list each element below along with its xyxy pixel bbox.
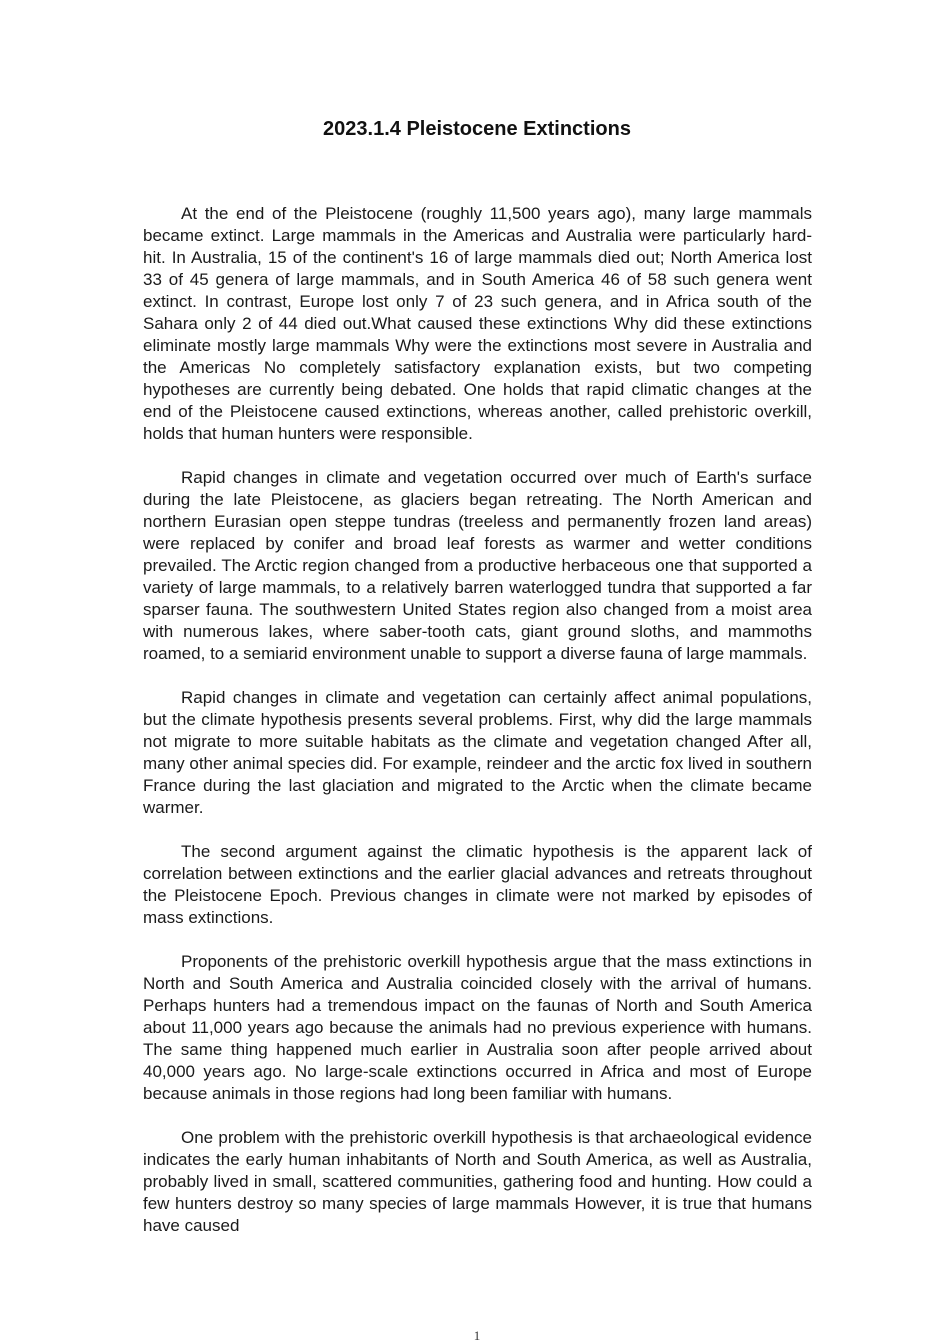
paragraph-3: Rapid changes in climate and vegetation can certainly affect animal populations, but the climate hypothesis presents several problems. First, why did the large mammals not migrate to more suitable habitats as the climate and vegetation changed After all, many other animal species did. For example, reindeer and the arctic fox lived in southern France during the last glaciation and migrated to the Arctic when the climate became warmer. xyxy=(143,688,812,817)
paragraph-1: At the end of the Pleistocene (roughly 11,500 years ago), many large mammals became extinct. Large mammals in the Americas and Australia were particularly hard- hit. In Australia, 15 of the continent's 16 of large mammals died out; North America lost 33 of 45 genera of large mammals, and in South America 46 of 58 such genera went extinct. In contrast, Europe lost only 7 of 23 such genera, and in Africa south of the Sahara only 2 of 44 died out.What caused these extinctions Why did these extinctions eliminate mostly large mammals Why were the extinctions most severe in Australia and the Americas No completely satisfactory explanation exists, but two competing hypotheses are currently being debated. One holds that rapid climatic changes at the end of the Pleistocene caused extinctions, whereas another, called prehistoric overkill, holds that human hunters were responsible. xyxy=(143,204,812,443)
paragraph-5: Proponents of the prehistoric overkill hypothesis argue that the mass extinctions in North and South America and Australia coincided closely with the arrival of humans. Perhaps hunters had a tremendous impact on the faunas of North and South America about 11,000 years ago because the animals had no previous experience with humans. The same thing happened much earlier in Australia soon after people arrived about 40,000 years ago. No large-scale extinctions occurred in Africa and most of Europe because animals in those regions had long been familiar with humans. xyxy=(143,952,812,1103)
paragraph-2: Rapid changes in climate and vegetation occurred over much of Earth's surface during the late Pleistocene, as glaciers began retreating. The North American and northern Eurasian open steppe tundras (treeless and permanently frozen land areas) were replaced by conifer and broad leaf forests as warmer and wetter conditions prevailed. The Arctic region changed from a productive herbaceous one that supported a variety of large mammals, to a relatively barren waterlogged tundra that supported a far sparser fauna. The southwestern United States region also changed from a moist area with numerous lakes, where saber-tooth cats, giant ground sloths, and mammoths roamed, to a semiarid environment unable to support a diverse fauna of large mammals. xyxy=(143,468,812,663)
document-body xyxy=(143,203,812,1259)
paragraph-6: One problem with the prehistoric overkill hypothesis is that archaeological evidence indicates the early human inhabitants of North and South America, as well as Australia, probably lived in small, scattered communities, gathering food and hunting. How could a few hunters destroy so many species of large mammals However, it is true that humans have caused xyxy=(143,1128,812,1235)
page-number: 1 xyxy=(473,1328,481,1343)
document-title: 2023.1.4 Pleistocene Extinctions xyxy=(323,118,631,140)
paragraph-4: The second argument against the climatic hypothesis is the apparent lack of correlation between extinctions and the earlier glacial advances and retreats throughout the Pleistocene Epoch. Previous changes in climate were not marked by episodes of mass extinctions. xyxy=(143,842,812,927)
